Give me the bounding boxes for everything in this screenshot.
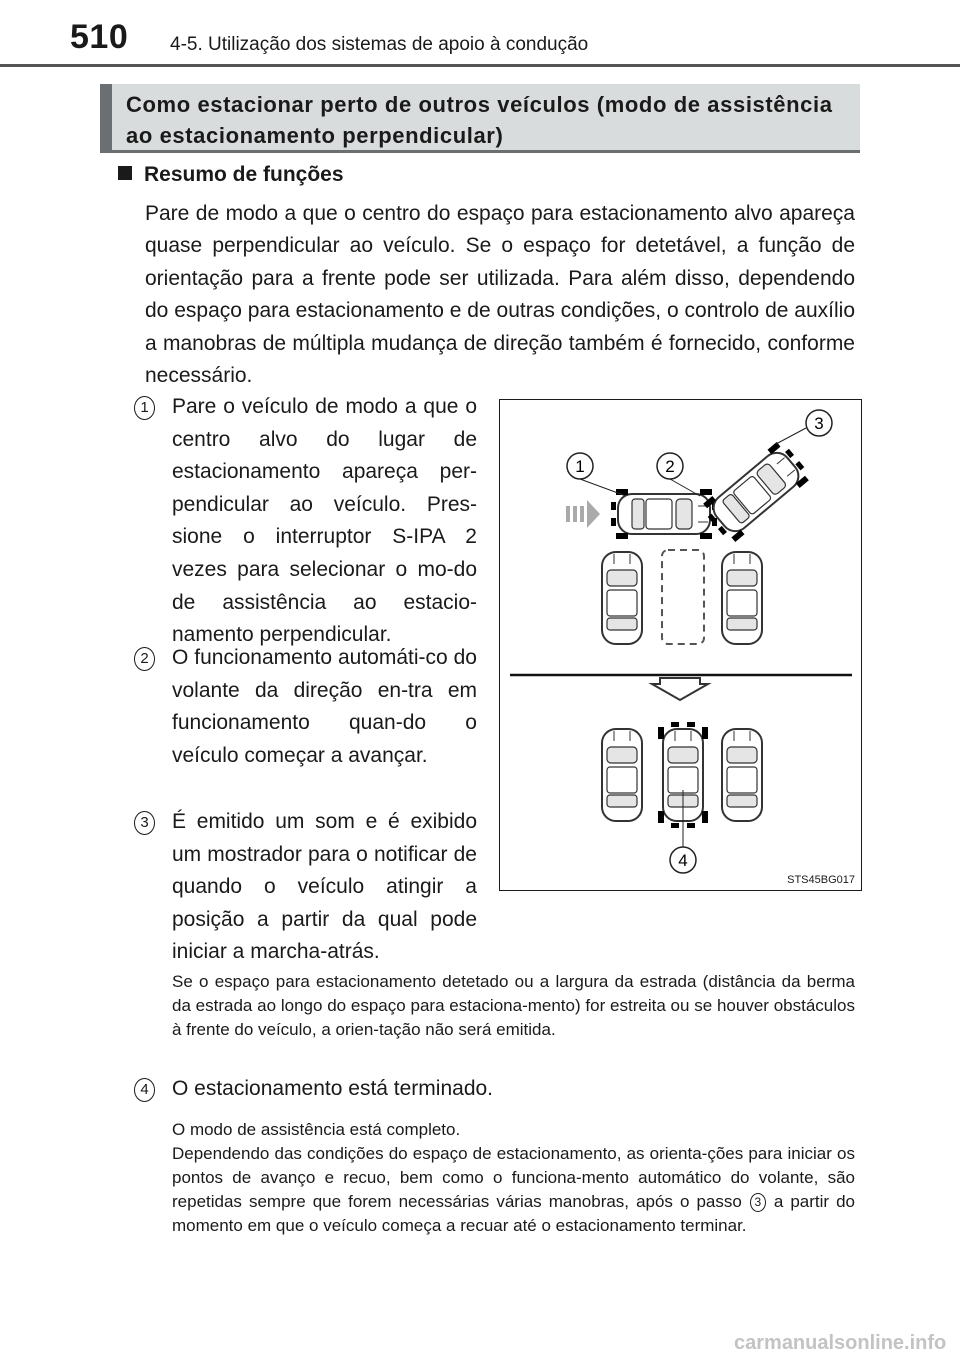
- step-2-text: O funcionamento automáti-co do volante da direção en-tra em funcionamento quan-do o veículo começar a avançar.: [172, 646, 477, 767]
- step-ref-3: 3: [750, 1193, 766, 1212]
- figure-code: STS45BG017: [787, 874, 855, 886]
- step-3-note: Se o espaço para estacionamento detetado ou a largura da estrada (distância da berma da estrada ao longo do espaço para estaciona-mento) for estreita ou se houver obstáculos à frente do veículo, a orien-tação não será emitida.: [172, 972, 855, 1039]
- parked-car-right-icon: [722, 552, 762, 644]
- step-2-number: 2: [134, 647, 155, 671]
- page-number: 510: [70, 18, 129, 56]
- parking-diagram: [499, 399, 862, 891]
- callout-3: [776, 410, 832, 444]
- parking-diagram-svg: [500, 400, 860, 889]
- step-4-note: [172, 1142, 855, 1238]
- step-3-number: 3: [134, 811, 155, 835]
- watermark: carmanualsonline.info: [734, 1332, 947, 1354]
- callout-2-label: 2: [665, 457, 675, 476]
- section-underline: [100, 150, 860, 153]
- summary-heading-text: Resumo de funções: [144, 163, 344, 186]
- section-title: Como estacionar perto de outros veículos (modo de assistência ao estacionamento perpendicular): [100, 84, 860, 150]
- car-position-1-2-icon: [611, 489, 717, 539]
- parked-car-bottom-right-icon: [722, 729, 762, 821]
- step-4-text: O estacionamento está terminado.: [172, 1077, 494, 1100]
- step-4-note-before: Dependendo das condições do espaço de estacionamento, as orienta-ções para iniciar os pontos de avanço e recuo, bem como o funciona-mento automático do volante, são repetidas sempre que forem necessárias várias manobras, após o passo: [172, 1144, 855, 1211]
- callout-2: [657, 453, 700, 496]
- step-1-number: 1: [134, 396, 155, 420]
- car-position-3-icon: [699, 439, 812, 545]
- parked-car-bottom-left-icon: [602, 729, 642, 821]
- callout-3-label: 3: [814, 414, 824, 433]
- down-arrow-icon: [652, 678, 708, 700]
- target-space-outline: [662, 550, 704, 644]
- forward-arrow-icon: [566, 500, 600, 528]
- summary-heading: [118, 163, 344, 187]
- summary-body: Pare de modo a que o centro do espaço para estacionamento alvo apareça quase perpendicular ao veículo. Se o espaço for detetável, a função de orientação para a frente pode ser utilizada. Para além disso, dependendo do espaço para estacionamento e de outras condições, o controlo de auxílio a manobras de múltipla mudança de direção também é fornecido, conforme necessário.: [145, 202, 855, 388]
- step-4-note-after: a partir do momento em que o veículo começa a recuar até o estacionamento terminar.: [172, 1192, 855, 1235]
- step-4-number: 4: [134, 1078, 155, 1102]
- callout-1-label: 1: [575, 457, 585, 476]
- header-rule: [0, 64, 960, 67]
- step-4-note-line1: O modo de assistência está completo.: [172, 1120, 461, 1139]
- parked-car-left-icon: [602, 552, 642, 644]
- square-bullet-icon: [118, 166, 132, 180]
- step-3-text: É emitido um som e é exibido um mostrador para o notificar de quando o veículo atingir a posição a partir da qual pode iniciar a marcha-atrás.: [172, 810, 477, 964]
- running-head: 4-5. Utilização dos sistemas de apoio à condução: [170, 34, 589, 55]
- step-1-text: Pare o veículo de modo a que o centro alvo do lugar de estacionamento apareça per-pendicular ao veículo. Pres-sione o interruptor S-IPA 2 vezes para selecionar o mo-do de assistência ao estacio-namento perpendicular.: [172, 395, 477, 647]
- callout-4-label: 4: [678, 851, 688, 870]
